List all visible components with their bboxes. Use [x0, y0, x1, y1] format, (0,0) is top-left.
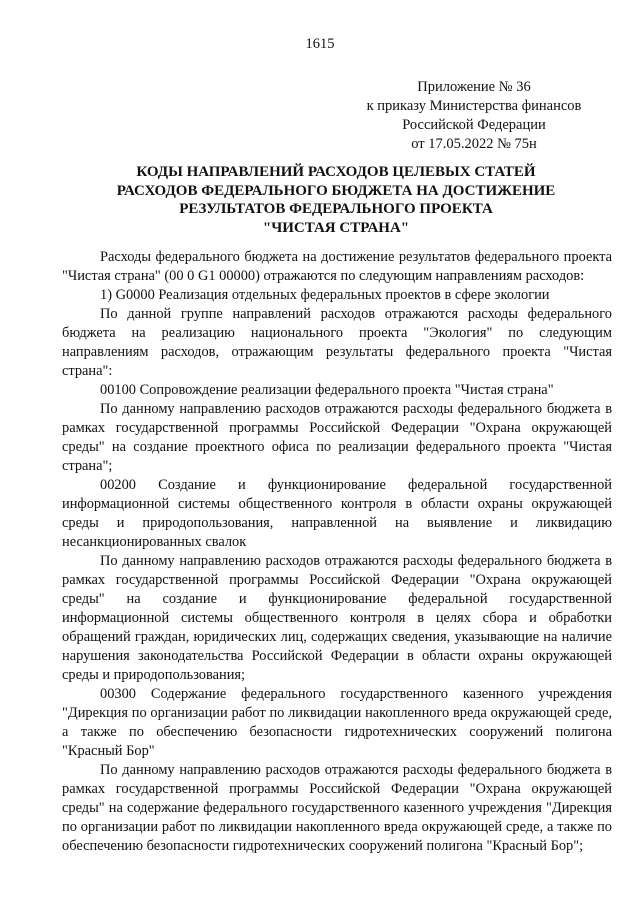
paragraph-code-00300: 00300 Содержание федерального государственного казенного учреждения "Дирекция по организации работ по ликвидации накопленного вреда окружающей среде, а также по обеспечению безопасности гидротехнических сооружений полигона "Красный Бор" [62, 686, 612, 759]
paragraph-code-00100-description: По данному направлению расходов отражаются расходы федерального бюджета в рамках государственной программы Российской Федерации "Охрана окружающей среды" на создание проектного офиса по реализации федерального проекта "Чистая страна"; [62, 401, 612, 474]
page-number: 1615 [305, 36, 335, 52]
paragraph-code-00200-description: По данному направлению расходов отражаются расходы федерального бюджета в рамках государственной программы Российской Федерации "Охрана окружающей среды" на создание и функционирование федеральной государственной информационной системы общественного контроля в целях сбора и обработки обращений граждан, юридических лиц, содержащих сведения, указывающие на наличие нарушения законодательства Российской Федерации в области охраны окружающей среды и природопользования; [62, 553, 612, 683]
title-line: КОДЫ НАПРАВЛЕНИЙ РАСХОДОВ ЦЕЛЕВЫХ СТАТЕЙ [136, 164, 536, 180]
title-line: РЕЗУЛЬТАТОВ ФЕДЕРАЛЬНОГО ПРОЕКТА [179, 201, 493, 217]
paragraph-intro: Расходы федерального бюджета на достижение результатов федерального проекта "Чистая страна" (00 0 G1 00000) отражаются по следующим направлениям расходов: [62, 249, 612, 284]
appendix-header [344, 78, 604, 154]
document-title [60, 163, 612, 237]
document-body [62, 248, 612, 856]
appendix-line: от 17.05.2022 № 75н [411, 136, 537, 152]
appendix-line: Российской Федерации [402, 117, 546, 133]
paragraph-group-description: По данной группе направлений расходов отражаются расходы федерального бюджета на реализацию национального проекта "Экология" по следующим направлениям расходов, отражающим результаты федерального проекта "Чистая страна": [62, 306, 612, 379]
title-line: РАСХОДОВ ФЕДЕРАЛЬНОГО БЮДЖЕТА НА ДОСТИЖЕНИЕ [116, 182, 556, 199]
paragraph-group-g0000: 1) G0000 Реализация отдельных федеральных проектов в сфере экологии [100, 287, 550, 303]
appendix-line: к приказу Министерства финансов [366, 98, 582, 114]
appendix-line: Приложение № 36 [417, 79, 531, 95]
paragraph-code-00300-description: По данному направлению расходов отражаются расходы федерального бюджета в рамках государственной программы Российской Федерации "Охрана окружающей среды" на содержание федерального государственного казенного учреждения "Дирекция по организации работ по ликвидации накопленного вреда окружающей среде, а также по обеспечению безопасности гидротехнических сооружений полигона "Красный Бор"; [62, 762, 612, 854]
paragraph-code-00200: 00200 Создание и функционирование федеральной государственной информационной системы общественного контроля в области охраны окружающей среды и природопользования, направленной на выявление и ликвидацию несанкционированных свалок [62, 477, 612, 550]
paragraph-code-00100: 00100 Сопровождение реализации федерального проекта "Чистая страна" [100, 382, 554, 398]
title-line: "ЧИСТАЯ СТРАНА" [262, 219, 410, 236]
